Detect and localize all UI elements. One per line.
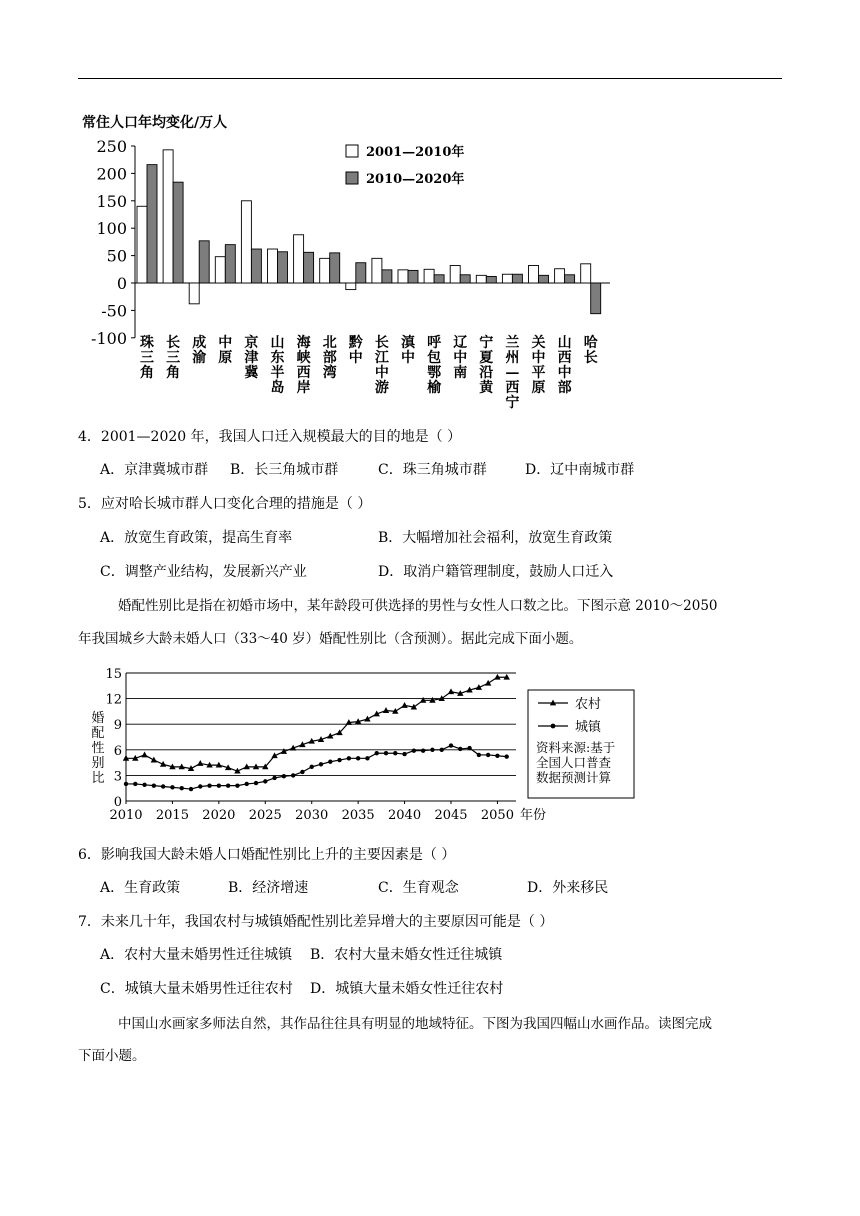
legend-swatch-2001-2010	[346, 145, 358, 157]
bar-2010-2020	[591, 283, 601, 314]
bar-2010-2020	[147, 165, 157, 283]
category-label-char: 北	[322, 335, 337, 351]
urban-point	[263, 779, 267, 783]
category-label-char: 海	[296, 335, 311, 351]
bar-2001-2010	[137, 206, 147, 283]
legend-swatch-2010-2020	[346, 172, 358, 184]
chart1-ylabel: 常住人口年均变化/万人	[82, 115, 228, 131]
bar-2010-2020	[512, 274, 522, 283]
category-label-char: 夏	[479, 350, 494, 366]
urban-point	[449, 743, 453, 747]
urban-point	[337, 758, 341, 762]
urban-point	[161, 784, 165, 788]
bar-2001-2010	[215, 257, 225, 283]
q5-option-c[interactable]: C．调整产业结构，发展新兴产业	[100, 564, 307, 580]
bar-2001-2010	[502, 274, 512, 283]
rural-point	[383, 707, 389, 713]
x-tick-label: 2025	[248, 808, 282, 823]
bar-2001-2010	[320, 258, 330, 283]
bar-2010-2020	[173, 182, 183, 283]
legend-label-2010-2020: 2010—2020年	[366, 172, 465, 187]
urban-point	[226, 783, 230, 787]
category-label-char: 冀	[244, 365, 259, 381]
bar-2001-2010	[555, 269, 565, 283]
x-tick-label: 2045	[434, 808, 468, 823]
question-4-stem: 4．2001—2020 年，我国人口迁入规模最大的目的地是（ ）	[78, 429, 462, 445]
bar-2010-2020	[356, 263, 366, 283]
urban-point	[505, 754, 509, 758]
category-label-char: 峡	[296, 350, 311, 366]
intro-paragraph-2-line-1: 中国山水画家多师法自然，其作品往往具有明显的地域特征。下图为我国四幅山水画作品。读图完成	[118, 1016, 712, 1032]
urban-point	[245, 782, 249, 786]
bar-2010-2020	[225, 245, 235, 283]
y-tick-label: 0	[113, 795, 122, 810]
category-label-char: 长	[374, 335, 389, 351]
urban-point	[207, 783, 211, 787]
category-label-char: 南	[453, 365, 468, 381]
category-label-char: 哈	[583, 335, 598, 351]
category-label-char: 沿	[479, 365, 494, 381]
q7-option-d[interactable]: D．城镇大量未婚女性迁往农村	[310, 981, 504, 997]
urban-point	[412, 748, 416, 752]
urban-point	[124, 782, 128, 786]
category-label-char: 宁	[479, 335, 494, 351]
urban-point	[467, 746, 471, 750]
y-axis-label-char: 比	[91, 771, 105, 786]
q7-option-a[interactable]: A．农村大量未婚男性迁往城镇	[100, 947, 293, 963]
category-label-char: 滇	[401, 335, 415, 351]
x-tick-label: 2030	[295, 808, 329, 823]
bar-2001-2010	[241, 201, 251, 283]
urban-point	[477, 753, 481, 757]
urban-point	[254, 781, 258, 785]
category-label-char: 中	[374, 365, 389, 381]
rural-point	[141, 752, 147, 758]
bar-2010-2020	[278, 252, 288, 283]
urban-point	[235, 783, 239, 787]
x-axis-unit: 年份	[520, 808, 547, 823]
category-label-char: 游	[374, 380, 389, 396]
legend-rural-label: 农村	[575, 697, 602, 712]
q7-option-c[interactable]: C．城镇大量未婚男性迁往农村	[100, 981, 293, 997]
urban-point	[272, 776, 276, 780]
category-label-char: 榆	[427, 380, 442, 396]
q7-option-b[interactable]: B．农村大量未婚女性迁往城镇	[310, 947, 503, 963]
data-source-note: 数据预测计算	[536, 770, 612, 785]
q4-option-c[interactable]: C．珠三角城市群	[378, 462, 487, 478]
urban-point	[300, 770, 304, 774]
category-label-char: 辽	[453, 335, 468, 351]
bar-2001-2010	[398, 270, 408, 283]
bar-2010-2020	[199, 241, 209, 283]
bar-2001-2010	[346, 283, 356, 290]
category-label-char: 西	[505, 380, 520, 396]
urban-point	[440, 748, 444, 752]
category-label-char: 关	[531, 335, 546, 351]
category-label-char: 京	[244, 335, 259, 351]
category-label-char: 州	[505, 350, 520, 366]
q6-option-c[interactable]: C．生育观念	[378, 880, 459, 896]
y-tick-label: -100	[91, 328, 127, 348]
rural-point	[401, 702, 407, 708]
category-label-char: 湾	[322, 365, 337, 381]
y-tick-label: 0	[116, 274, 127, 293]
category-label-char: 呼	[427, 335, 442, 351]
y-tick-label: 12	[105, 692, 122, 708]
urban-point	[393, 751, 397, 755]
y-tick-label: 15	[105, 667, 122, 682]
category-label-char: 东	[270, 350, 285, 366]
category-label-char: 山	[557, 335, 572, 351]
category-label-char: 三	[140, 350, 154, 366]
category-label-char: 长	[583, 350, 598, 366]
bar-2001-2010	[189, 283, 199, 304]
category-label-char: 岛	[270, 380, 285, 396]
rural-point	[151, 757, 157, 763]
urban-point	[365, 756, 369, 760]
urban-point	[133, 782, 137, 786]
category-label-char: 原	[218, 350, 233, 366]
y-tick-label: 100	[96, 219, 127, 239]
rural-point	[448, 688, 454, 694]
urban-point	[347, 756, 351, 760]
q6-option-a[interactable]: A．生育政策	[100, 880, 181, 896]
x-tick-label: 2050	[480, 808, 514, 823]
legend-urban-marker	[551, 724, 556, 729]
rural-point	[197, 760, 203, 766]
y-tick-label: 9	[113, 718, 122, 734]
urban-point	[328, 760, 332, 764]
category-label-char: 部	[557, 380, 572, 396]
bar-2010-2020	[251, 249, 261, 283]
bar-2010-2020	[539, 275, 549, 283]
q5-option-a[interactable]: A．放宽生育政策，提高生育率	[100, 530, 293, 546]
rural-point	[485, 680, 491, 686]
bar-2001-2010	[476, 275, 486, 283]
urban-point	[458, 747, 462, 751]
category-label-char: 中	[557, 365, 572, 381]
urban-point	[152, 783, 156, 787]
category-label-char: 黔	[348, 335, 363, 351]
x-tick-label: 2035	[341, 808, 375, 823]
q5-option-d[interactable]: D．取消户籍管理制度，鼓励人口迁入	[378, 564, 614, 580]
q6-option-d[interactable]: D．外来移民	[527, 880, 609, 896]
y-axis-label-char: 性	[91, 741, 105, 756]
y-tick-label: 250	[96, 137, 127, 156]
category-label-char: 山	[270, 335, 285, 351]
urban-point	[291, 773, 295, 777]
urban-point	[310, 765, 314, 769]
category-label-char: —	[505, 365, 520, 381]
urban-point	[282, 774, 286, 778]
urban-point	[430, 748, 434, 752]
category-label-char: 平	[531, 365, 546, 381]
category-label-char: 岸	[296, 380, 311, 396]
category-label-char: 黄	[479, 380, 494, 396]
legend-label-2001-2010: 2001—2010年	[366, 145, 465, 160]
category-label-char: 中	[453, 350, 468, 366]
category-label-char: 中	[348, 350, 363, 366]
x-tick-label: 2015	[155, 808, 189, 823]
y-axis-label-char: 婚	[91, 711, 105, 726]
category-label-char: 中	[218, 335, 233, 351]
bar-2001-2010	[163, 150, 173, 283]
urban-point	[198, 784, 202, 788]
y-tick-label: 50	[106, 246, 127, 266]
category-label-char: 三	[166, 350, 181, 366]
y-tick-label: 6	[113, 743, 122, 759]
category-label-char: 包	[427, 350, 442, 366]
category-label-char: 中	[401, 350, 415, 366]
y-axis-label-char: 配	[91, 726, 105, 741]
category-label-char: 西	[557, 350, 572, 366]
bar-2001-2010	[529, 265, 539, 283]
category-label-char: 成	[192, 335, 207, 351]
question-6-stem: 6．影响我国大龄未婚人口婚配性别比上升的主要因素是（ ）	[78, 847, 456, 863]
category-label-char: 原	[531, 380, 546, 396]
urban-point	[180, 786, 184, 790]
category-label-char: 珠	[140, 335, 154, 351]
bar-2010-2020	[304, 252, 314, 283]
rural-point	[364, 716, 370, 722]
x-tick-label: 2020	[202, 808, 236, 823]
category-label-char: 角	[166, 365, 181, 381]
urban-point	[495, 754, 499, 758]
data-source-note: 资料来源:基于	[536, 740, 616, 755]
category-label-char: 中	[531, 350, 546, 366]
urban-point	[375, 751, 379, 755]
urban-point	[421, 748, 425, 752]
bar-2001-2010	[294, 235, 304, 283]
rural-point	[439, 695, 445, 701]
category-label-char: 长	[166, 335, 181, 351]
urban-point	[170, 785, 174, 789]
category-label-char: 江	[374, 350, 389, 366]
category-label-char: 角	[140, 365, 154, 381]
bar-2010-2020	[460, 275, 470, 283]
population-change-bar-chart	[0, 0, 860, 420]
bar-2010-2020	[565, 275, 575, 283]
category-label-char: 兰	[505, 335, 520, 351]
legend-urban-label: 城镇	[575, 720, 602, 735]
x-tick-label: 2010	[109, 808, 143, 823]
q4-option-b[interactable]: B．长三角城市群	[230, 462, 339, 478]
bar-2010-2020	[486, 276, 496, 283]
urban-point	[356, 756, 360, 760]
y-tick-label: -50	[101, 301, 127, 321]
y-tick-label: 150	[96, 191, 127, 211]
category-label-char: 宁	[505, 395, 520, 411]
x-tick-label: 2040	[388, 808, 422, 823]
urban-point	[402, 752, 406, 756]
y-tick-label: 200	[96, 164, 127, 184]
urban-point	[486, 753, 490, 757]
y-tick-label: 3	[113, 769, 122, 785]
q4-option-a[interactable]: A．京津冀城市群	[100, 462, 209, 478]
bar-2010-2020	[434, 275, 444, 283]
q4-option-d[interactable]: D．辽中南城市群	[525, 462, 635, 478]
question-5-stem: 5．应对哈长城市群人口变化合理的措施是（ ）	[78, 496, 372, 512]
bar-2001-2010	[581, 264, 591, 283]
data-source-note: 全国人口普查	[536, 755, 612, 770]
urban-point	[384, 751, 388, 755]
bar-2001-2010	[450, 265, 460, 283]
bar-2010-2020	[330, 253, 340, 283]
urban-point	[142, 783, 146, 787]
category-label-char: 渝	[192, 350, 207, 366]
category-label-char: 半	[270, 365, 285, 381]
urban-point	[319, 762, 323, 766]
bar-2010-2020	[408, 270, 418, 283]
q5-option-b[interactable]: B．大幅增加社会福利，放宽生育政策	[378, 530, 613, 546]
urban-point	[217, 783, 221, 787]
bar-2001-2010	[372, 258, 382, 283]
category-label-char: 鄂	[427, 365, 442, 381]
intro-paragraph-2-line-2: 下面小题。	[78, 1048, 146, 1064]
question-7-stem: 7．未来几十年，我国农村与城镇婚配性别比差异增大的主要原因可能是（ ）	[78, 914, 554, 930]
q6-option-b[interactable]: B．经济增速	[228, 880, 309, 896]
bar-2010-2020	[382, 270, 392, 283]
bar-2001-2010	[424, 269, 434, 283]
y-axis-label-char: 别	[91, 756, 105, 771]
intro-paragraph-1-line-2: 年我国城乡大龄未婚人口（33～40 岁）婚配性别比（含预测）。据此完成下面小题。	[78, 631, 583, 647]
urban-point	[189, 787, 193, 791]
intro-paragraph-1-line-1: 婚配性别比是指在初婚市场中，某年龄段可供选择的男性与女性人口数之比。下图示意 2010～2050	[118, 598, 718, 614]
category-label-char: 西	[296, 365, 311, 381]
category-label-char: 部	[322, 350, 337, 366]
bar-2001-2010	[268, 249, 278, 283]
marriage-sex-ratio-line-chart	[0, 655, 860, 835]
category-label-char: 津	[244, 350, 259, 366]
